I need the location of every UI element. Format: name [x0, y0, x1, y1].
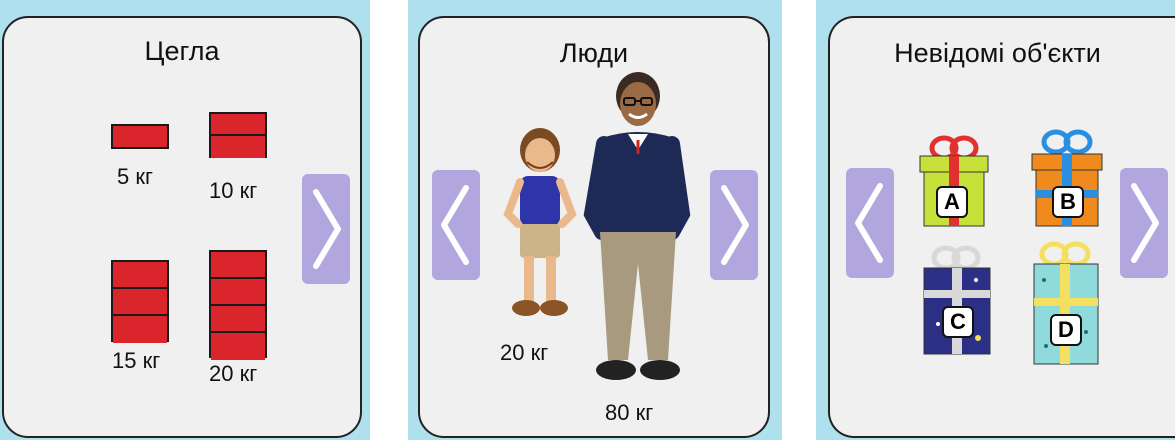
brick-label-10kg: 10 кг [209, 178, 258, 203]
next-button[interactable] [302, 174, 350, 284]
next-button[interactable] [710, 170, 758, 280]
gift-label-a: A [936, 186, 968, 218]
person-label-man: 80 кг [605, 400, 654, 425]
chevron-right-icon [1120, 168, 1168, 278]
chevron-left-icon [432, 170, 480, 280]
gift-label-b: B [1052, 186, 1084, 218]
panel-title: Цегла [144, 36, 220, 66]
brick-label-20kg: 20 кг [209, 361, 258, 386]
prev-button[interactable] [846, 168, 894, 278]
gift-c-icon[interactable] [920, 240, 994, 358]
gift-d-icon[interactable] [1030, 236, 1102, 368]
brick-label-15kg: 15 кг [112, 348, 161, 373]
chevron-left-icon [846, 168, 894, 278]
person-label-boy: 20 кг [500, 340, 549, 365]
chevron-right-icon [302, 174, 350, 284]
gift-label-c: C [942, 306, 974, 338]
prev-button[interactable] [432, 170, 480, 280]
brick-label-5kg: 5 кг [117, 164, 153, 189]
bricks-panel[interactable] [2, 16, 362, 438]
people-panel[interactable] [418, 16, 770, 438]
panel-title: Люди [559, 38, 629, 68]
man-figure [582, 64, 692, 394]
brick-5kg [111, 124, 169, 149]
unknown-objects-panel[interactable] [828, 16, 1175, 438]
boy-figure [500, 122, 578, 322]
chevron-right-icon [710, 170, 758, 280]
panel-title: Невідомі об'єкти [894, 38, 1101, 68]
brick-10kg [209, 112, 267, 158]
brick-15kg [111, 260, 169, 342]
gift-label-d: D [1050, 314, 1082, 346]
brick-20kg [209, 250, 267, 358]
next-button[interactable] [1120, 168, 1168, 278]
